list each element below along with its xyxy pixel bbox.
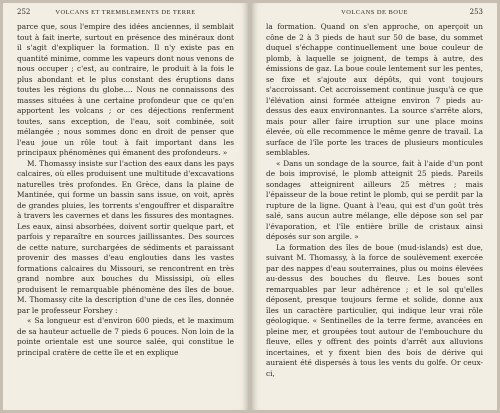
left-paragraph-3: « Sa longueur est d'environ 600 pieds, et le maximum de sa hauteur actuelle de 7 pieds 6 pouces. Non loin de la pointe orientale est une source salée, qui constitue le principal cratère de cette île et en explique [17,316,234,357]
right-paragraph-3: La formation des îles de boue (mud-islands) est due, suivant M. Thomassy, à la force de soulèvement exercée par des nappes d'eau souterraines, plus ou moins élevées au-dessus des bouches du fleuve. Les boues sont remarquables par leur adhérence ; et le sol qu'elles déposent, presque toujours ferme et solide, donne aux îles un caractère particulier, qui indique leur vrai rôle géologique. « Sentinelles de la terre ferme, avancées en pleine mer, et groupées tout autour de l'embouchure du fleuve, elles y offrent des points d'arrêt aux alluvions incertaines, et y fixent bien des bois de dérive qui auraient été dispersés à tous les vents du golfe. Or ceux-ci, [266,242,483,378]
left-page-number: 252 [17,8,31,16]
left-running-head: VOLCANS ET TREMBLEMENTS DE TERRE [55,9,196,16]
right-page [252,3,497,410]
left-paragraph-1: parce que, sous l'empire des idées anciennes, il semblait tout à fait inerte, surtout en présence des minéraux dont il s'agit d'expliquer la formation. Il n'y existe pas en quantité minime, comme les vapeurs dont nous venons de nous occuper ; c'est, au contraire, le produit à la fois le plus abondant et le plus constant des éruptions dans toutes les régions du globe.... Nous ne connaissons des masses situées à une certaine profondeur que ce qu'en apportent les volcans ; or ces déjections renferment toutes, sans exception, de l'eau, soit combinée, soit mélangée ; nous sommes donc en droit de penser que l'eau joue un rôle tout à fait important dans les principaux phénomènes qui émanent des profondeurs. » [17,22,234,157]
right-paragraph-1: la formation. Quand on s'en approche, on aperçoit un cône de 2 à 3 pieds de haut sur 50 de base, du sommet duquel s'échappe continuellement une boue couleur de plomb, à laquelle se joignent, de temps à autre, des émissions de gaz. La boue coule lentement sur les pentes, se fixe et s'ajoute aux dépôts, qui vont toujours s'accroissant. Cet accroissement continue jusqu'à ce que l'élévation ainsi formée atteigne environ 7 pieds au-dessus des eaux environnantes. La source s'arrête alors, mais pour aller faire irruption sur une place moins élevée, où elle recommence le même genre de travail. La surface de l'île porte les traces de plusieurs monticules semblables. [266,22,483,157]
right-page-body [266,22,483,406]
left-page [3,3,248,410]
left-page-body [17,22,234,406]
right-page-header [266,8,483,20]
right-paragraph-2: « Dans un sondage de la source, fait à l'aide d'un pont de bois improvisé, le plomb atteignit 25 pieds. Pareils sondages atteignirent ailleurs 25 mètres ; mais l'épaisseur de la boue retint le plomb, qui se perdit par la rupture de la ligne. Quant à l'eau, qui est d'un goût très salé, sans aucun autre mélange, elle dépose son sel par l'évaporation, et l'île entière brille de cristaux ainsi déposés sur son argile. » [266,158,483,241]
left-page-header [17,8,234,20]
right-page-number: 253 [469,8,483,16]
right-running-head: VOLCANS DE BOUE [341,9,408,16]
left-paragraph-2: M. Thomassy insiste sur l'action des eaux dans les pays calcaires, où elles produisent une multitude d'excavations naturelles très profondes. En Grèce, dans la plaine de Mantinée, qui forme un bassin sans issue, on voit, après de grandes pluies, les torrents s'engouffrer et disparaître à travers les cavernes et dans les fissures des montagnes. Les eaux, ainsi absorbées, doivent sortir quelque part, et parfois y reparaître en sources jaillissantes. Des sources de cette nature, surchargées de sédiments et paraissant provenir des masses d'eau englouties dans les vastes formations calcaires du Missouri, se rencontrent en très grand nombre aux bouches du Mississipi, où elles produisent le remarquable phénomène des îles de boue. M. Thomassy cite la description d'une de ces îles, donnée par le professeur Forshey : [17,158,234,315]
